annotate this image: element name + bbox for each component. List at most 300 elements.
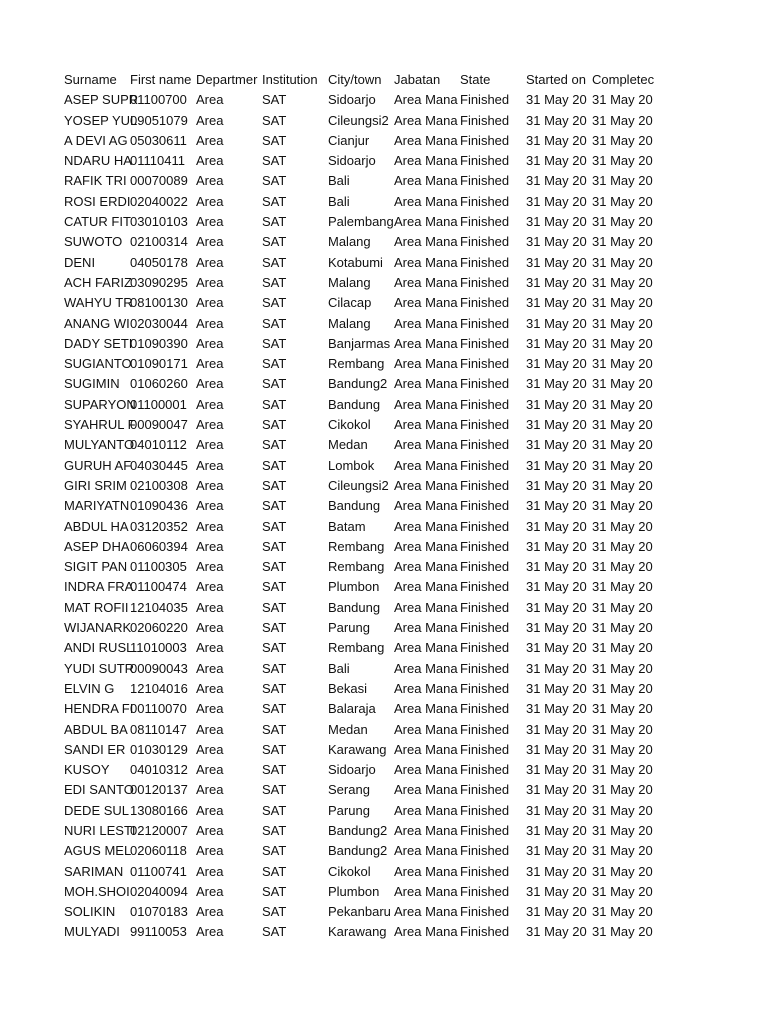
cell-institution: SAT bbox=[262, 538, 287, 554]
cell-completed: 31 May 20 bbox=[592, 579, 653, 595]
cell-department: Area bbox=[196, 660, 224, 676]
cell-first-name: 02040094 bbox=[130, 883, 188, 899]
cell-surname: MAT ROFII bbox=[64, 599, 129, 615]
cell-institution: SAT bbox=[262, 92, 287, 108]
cell-department: Area bbox=[196, 559, 224, 575]
cell-started-on: 31 May 20 bbox=[526, 376, 587, 392]
cell-jabatan: Area Mana bbox=[394, 660, 458, 676]
cell-first-name: 00110070 bbox=[130, 701, 187, 717]
cell-completed: 31 May 20 bbox=[592, 254, 653, 270]
cell-city: Karawang bbox=[328, 924, 387, 940]
cell-department: Area bbox=[196, 599, 224, 615]
cell-city: Rembang bbox=[328, 356, 385, 372]
cell-first-name: 04010312 bbox=[130, 762, 188, 778]
cell-state: Finished bbox=[460, 417, 510, 433]
cell-institution: SAT bbox=[262, 234, 287, 250]
cell-first-name: 99110053 bbox=[130, 924, 187, 940]
cell-surname: ASEP SUPR bbox=[64, 92, 139, 108]
cell-completed: 31 May 20 bbox=[592, 660, 653, 676]
cell-started-on: 31 May 20 bbox=[526, 477, 587, 493]
cell-first-name: 02030044 bbox=[130, 315, 188, 331]
cell-started-on: 31 May 20 bbox=[526, 132, 587, 148]
cell-state: Finished bbox=[460, 295, 510, 311]
cell-started-on: 31 May 20 bbox=[526, 193, 587, 209]
cell-first-name: 02060118 bbox=[130, 843, 187, 859]
cell-institution: SAT bbox=[262, 274, 287, 290]
cell-institution: SAT bbox=[262, 843, 287, 859]
cell-department: Area bbox=[196, 904, 224, 920]
cell-started-on: 31 May 20 bbox=[526, 640, 587, 656]
cell-surname: SUPARYON bbox=[64, 396, 136, 412]
cell-department: Area bbox=[196, 92, 224, 108]
cell-institution: SAT bbox=[262, 701, 287, 717]
cell-department: Area bbox=[196, 295, 224, 311]
cell-started-on: 31 May 20 bbox=[526, 112, 587, 128]
cell-institution: SAT bbox=[262, 396, 287, 412]
cell-institution: SAT bbox=[262, 660, 287, 676]
cell-first-name: 08110147 bbox=[130, 721, 187, 737]
cell-state: Finished bbox=[460, 193, 510, 209]
cell-state: Finished bbox=[460, 335, 510, 351]
cell-institution: SAT bbox=[262, 193, 287, 209]
cell-department: Area bbox=[196, 498, 224, 514]
cell-started-on: 31 May 20 bbox=[526, 579, 587, 595]
cell-completed: 31 May 20 bbox=[592, 904, 653, 920]
cell-surname: ROSI ERDI bbox=[64, 193, 131, 209]
cell-institution: SAT bbox=[262, 498, 287, 514]
cell-surname: MOH.SHOI bbox=[64, 883, 130, 899]
cell-state: Finished bbox=[460, 863, 510, 879]
cell-surname: CATUR FIT bbox=[64, 214, 131, 230]
cell-department: Area bbox=[196, 356, 224, 372]
cell-first-name: 04030445 bbox=[130, 457, 188, 473]
cell-institution: SAT bbox=[262, 112, 287, 128]
cell-state: Finished bbox=[460, 680, 510, 696]
cell-department: Area bbox=[196, 132, 224, 148]
cell-surname: WAHYU TR bbox=[64, 295, 133, 311]
cell-surname: KUSOY bbox=[64, 762, 110, 778]
cell-department: Area bbox=[196, 883, 224, 899]
cell-started-on: 31 May 20 bbox=[526, 518, 587, 534]
cell-surname: SIGIT PAN bbox=[64, 559, 128, 575]
cell-started-on: 31 May 20 bbox=[526, 356, 587, 372]
cell-first-name: 01030129 bbox=[130, 741, 188, 757]
cell-jabatan: Area Mana bbox=[394, 335, 458, 351]
cell-state: Finished bbox=[460, 315, 510, 331]
cell-state: Finished bbox=[460, 132, 510, 148]
header-surname: Surname bbox=[64, 72, 117, 87]
header-first-name: First name bbox=[130, 72, 192, 87]
cell-jabatan: Area Mana bbox=[394, 518, 458, 534]
cell-institution: SAT bbox=[262, 620, 287, 636]
cell-institution: SAT bbox=[262, 904, 287, 920]
cell-institution: SAT bbox=[262, 721, 287, 737]
cell-first-name: 02100314 bbox=[130, 234, 188, 250]
cell-state: Finished bbox=[460, 498, 510, 514]
cell-completed: 31 May 20 bbox=[592, 721, 653, 737]
cell-city: Bandung bbox=[328, 599, 381, 615]
cell-jabatan: Area Mana bbox=[394, 579, 458, 595]
cell-state: Finished bbox=[460, 173, 510, 189]
cell-state: Finished bbox=[460, 822, 510, 838]
cell-first-name: 03120352 bbox=[130, 518, 188, 534]
cell-state: Finished bbox=[460, 620, 510, 636]
cell-started-on: 31 May 20 bbox=[526, 396, 587, 412]
cell-department: Area bbox=[196, 782, 224, 798]
cell-surname: ABDUL BA bbox=[64, 721, 128, 737]
cell-institution: SAT bbox=[262, 356, 287, 372]
cell-state: Finished bbox=[460, 376, 510, 392]
cell-completed: 31 May 20 bbox=[592, 396, 653, 412]
cell-institution: SAT bbox=[262, 295, 287, 311]
cell-institution: SAT bbox=[262, 132, 287, 148]
cell-started-on: 31 May 20 bbox=[526, 802, 587, 818]
cell-surname: EDI SANTO bbox=[64, 782, 134, 798]
cell-jabatan: Area Mana bbox=[394, 741, 458, 757]
cell-started-on: 31 May 20 bbox=[526, 538, 587, 554]
cell-department: Area bbox=[196, 315, 224, 331]
cell-completed: 31 May 20 bbox=[592, 843, 653, 859]
cell-jabatan: Area Mana bbox=[394, 315, 458, 331]
cell-department: Area bbox=[196, 437, 224, 453]
cell-started-on: 31 May 20 bbox=[526, 498, 587, 514]
cell-jabatan: Area Mana bbox=[394, 295, 458, 311]
cell-started-on: 31 May 20 bbox=[526, 620, 587, 636]
cell-department: Area bbox=[196, 518, 224, 534]
cell-state: Finished bbox=[460, 559, 510, 575]
cell-first-name: 01100741 bbox=[130, 863, 187, 879]
cell-surname: SUWOTO bbox=[64, 234, 123, 250]
cell-department: Area bbox=[196, 234, 224, 250]
cell-jabatan: Area Mana bbox=[394, 92, 458, 108]
cell-first-name: 01090436 bbox=[130, 498, 188, 514]
cell-surname: ANANG WI bbox=[64, 315, 130, 331]
cell-completed: 31 May 20 bbox=[592, 315, 653, 331]
cell-city: Pekanbaru bbox=[328, 904, 391, 920]
cell-jabatan: Area Mana bbox=[394, 274, 458, 290]
cell-state: Finished bbox=[460, 904, 510, 920]
cell-department: Area bbox=[196, 620, 224, 636]
cell-institution: SAT bbox=[262, 741, 287, 757]
cell-state: Finished bbox=[460, 274, 510, 290]
cell-jabatan: Area Mana bbox=[394, 701, 458, 717]
cell-department: Area bbox=[196, 701, 224, 717]
cell-completed: 31 May 20 bbox=[592, 701, 653, 717]
cell-city: Bandung2 bbox=[328, 822, 388, 838]
cell-institution: SAT bbox=[262, 315, 287, 331]
cell-started-on: 31 May 20 bbox=[526, 315, 587, 331]
cell-jabatan: Area Mana bbox=[394, 254, 458, 270]
cell-started-on: 31 May 20 bbox=[526, 701, 587, 717]
cell-completed: 31 May 20 bbox=[592, 335, 653, 351]
cell-surname: GIRI SRIM bbox=[64, 477, 127, 493]
cell-institution: SAT bbox=[262, 640, 287, 656]
cell-city: Parung bbox=[328, 802, 370, 818]
cell-completed: 31 May 20 bbox=[592, 457, 653, 473]
cell-department: Area bbox=[196, 863, 224, 879]
cell-department: Area bbox=[196, 376, 224, 392]
cell-institution: SAT bbox=[262, 680, 287, 696]
cell-completed: 31 May 20 bbox=[592, 640, 653, 656]
cell-completed: 31 May 20 bbox=[592, 559, 653, 575]
cell-completed: 31 May 20 bbox=[592, 92, 653, 108]
cell-state: Finished bbox=[460, 396, 510, 412]
cell-completed: 31 May 20 bbox=[592, 538, 653, 554]
cell-first-name: 01100700 bbox=[130, 92, 187, 108]
cell-institution: SAT bbox=[262, 214, 287, 230]
cell-surname: ASEP DHA bbox=[64, 538, 130, 554]
cell-department: Area bbox=[196, 254, 224, 270]
cell-department: Area bbox=[196, 538, 224, 554]
cell-institution: SAT bbox=[262, 457, 287, 473]
cell-department: Area bbox=[196, 112, 224, 128]
cell-department: Area bbox=[196, 822, 224, 838]
cell-completed: 31 May 20 bbox=[592, 214, 653, 230]
cell-city: Banjarmas bbox=[328, 335, 391, 351]
cell-institution: SAT bbox=[262, 782, 287, 798]
cell-state: Finished bbox=[460, 579, 510, 595]
cell-surname: ANDI RUSL bbox=[64, 640, 134, 656]
cell-started-on: 31 May 20 bbox=[526, 559, 587, 575]
cell-state: Finished bbox=[460, 843, 510, 859]
header-jabatan: Jabatan bbox=[394, 72, 441, 87]
cell-jabatan: Area Mana bbox=[394, 843, 458, 859]
header-completed: Completec bbox=[592, 72, 655, 87]
cell-institution: SAT bbox=[262, 518, 287, 534]
cell-jabatan: Area Mana bbox=[394, 356, 458, 372]
cell-started-on: 31 May 20 bbox=[526, 599, 587, 615]
cell-city: Plumbon bbox=[328, 883, 380, 899]
cell-started-on: 31 May 20 bbox=[526, 721, 587, 737]
cell-institution: SAT bbox=[262, 437, 287, 453]
cell-department: Area bbox=[196, 843, 224, 859]
cell-first-name: 01100474 bbox=[130, 579, 187, 595]
cell-jabatan: Area Mana bbox=[394, 802, 458, 818]
cell-jabatan: Area Mana bbox=[394, 153, 458, 169]
header-started-on: Started on bbox=[526, 72, 586, 87]
cell-city: Rembang bbox=[328, 640, 385, 656]
cell-jabatan: Area Mana bbox=[394, 883, 458, 899]
cell-first-name: 12104035 bbox=[130, 599, 188, 615]
cell-first-name: 00090043 bbox=[130, 660, 188, 676]
cell-surname: YUDI SUTR bbox=[64, 660, 135, 676]
cell-first-name: 06060394 bbox=[130, 538, 188, 554]
cell-institution: SAT bbox=[262, 254, 287, 270]
cell-jabatan: Area Mana bbox=[394, 762, 458, 778]
cell-started-on: 31 May 20 bbox=[526, 274, 587, 290]
cell-city: Medan bbox=[328, 721, 368, 737]
cell-first-name: 00090047 bbox=[130, 417, 188, 433]
cell-first-name: 13080166 bbox=[130, 802, 188, 818]
cell-completed: 31 May 20 bbox=[592, 437, 653, 453]
cell-completed: 31 May 20 bbox=[592, 762, 653, 778]
cell-state: Finished bbox=[460, 640, 510, 656]
cell-first-name: 02060220 bbox=[130, 620, 188, 636]
header-institution: Institution bbox=[262, 72, 318, 87]
cell-institution: SAT bbox=[262, 863, 287, 879]
cell-institution: SAT bbox=[262, 173, 287, 189]
cell-jabatan: Area Mana bbox=[394, 822, 458, 838]
cell-city: Cileungsi2 bbox=[328, 477, 389, 493]
cell-city: Cikokol bbox=[328, 863, 371, 879]
cell-surname: NURI LESTI bbox=[64, 822, 136, 838]
cell-started-on: 31 May 20 bbox=[526, 234, 587, 250]
cell-department: Area bbox=[196, 477, 224, 493]
cell-completed: 31 May 20 bbox=[592, 234, 653, 250]
cell-city: Bandung bbox=[328, 498, 381, 514]
cell-state: Finished bbox=[460, 741, 510, 757]
header-city: City/town bbox=[328, 72, 382, 87]
cell-department: Area bbox=[196, 214, 224, 230]
cell-state: Finished bbox=[460, 802, 510, 818]
cell-institution: SAT bbox=[262, 376, 287, 392]
cell-jabatan: Area Mana bbox=[394, 376, 458, 392]
cell-completed: 31 May 20 bbox=[592, 498, 653, 514]
cell-state: Finished bbox=[460, 762, 510, 778]
cell-surname: A DEVI AG bbox=[64, 132, 128, 148]
cell-first-name: 00070089 bbox=[130, 173, 188, 189]
cell-started-on: 31 May 20 bbox=[526, 335, 587, 351]
cell-city: Palembang bbox=[328, 214, 394, 230]
cell-surname: AGUS MEL bbox=[64, 843, 132, 859]
cell-first-name: 01110411 bbox=[130, 153, 185, 169]
cell-first-name: 01090390 bbox=[130, 335, 188, 351]
cell-surname: SARIMAN bbox=[64, 863, 124, 879]
cell-department: Area bbox=[196, 762, 224, 778]
cell-department: Area bbox=[196, 802, 224, 818]
header-state: State bbox=[460, 72, 491, 87]
cell-jabatan: Area Mana bbox=[394, 477, 458, 493]
cell-first-name: 09051079 bbox=[130, 112, 188, 128]
cell-jabatan: Area Mana bbox=[394, 234, 458, 250]
cell-first-name: 02100308 bbox=[130, 477, 188, 493]
cell-city: Bandung bbox=[328, 396, 381, 412]
cell-surname: NDARU HA bbox=[64, 153, 132, 169]
cell-department: Area bbox=[196, 417, 224, 433]
cell-completed: 31 May 20 bbox=[592, 153, 653, 169]
cell-first-name: 01070183 bbox=[130, 904, 188, 920]
cell-surname: SANDI ER bbox=[64, 741, 126, 757]
cell-department: Area bbox=[196, 396, 224, 412]
cell-institution: SAT bbox=[262, 559, 287, 575]
cell-jabatan: Area Mana bbox=[394, 193, 458, 209]
cell-department: Area bbox=[196, 193, 224, 209]
cell-city: Malang bbox=[328, 274, 371, 290]
cell-state: Finished bbox=[460, 112, 510, 128]
cell-completed: 31 May 20 bbox=[592, 356, 653, 372]
cell-started-on: 31 May 20 bbox=[526, 843, 587, 859]
cell-city: Kotabumi bbox=[328, 254, 383, 270]
cell-first-name: 02040022 bbox=[130, 193, 188, 209]
cell-city: Bali bbox=[328, 173, 350, 189]
cell-surname: DADY SETI bbox=[64, 335, 133, 351]
cell-city: Cikokol bbox=[328, 417, 371, 433]
cell-first-name: 12104016 bbox=[130, 680, 188, 696]
cell-surname: SUGIANTO bbox=[64, 356, 132, 372]
cell-city: Parung bbox=[328, 620, 370, 636]
cell-city: Sidoarjo bbox=[328, 762, 376, 778]
cell-city: Bali bbox=[328, 193, 350, 209]
cell-jabatan: Area Mana bbox=[394, 924, 458, 940]
cell-city: Rembang bbox=[328, 559, 385, 575]
cell-jabatan: Area Mana bbox=[394, 417, 458, 433]
cell-city: Medan bbox=[328, 437, 368, 453]
cell-completed: 31 May 20 bbox=[592, 274, 653, 290]
cell-state: Finished bbox=[460, 924, 510, 940]
cell-surname: RAFIK TRI bbox=[64, 173, 127, 189]
cell-completed: 31 May 20 bbox=[592, 741, 653, 757]
header-department: Departmer bbox=[196, 72, 258, 87]
cell-state: Finished bbox=[460, 153, 510, 169]
cell-first-name: 00120137 bbox=[130, 782, 188, 798]
cell-started-on: 31 May 20 bbox=[526, 822, 587, 838]
cell-state: Finished bbox=[460, 214, 510, 230]
cell-city: Bandung2 bbox=[328, 376, 388, 392]
cell-department: Area bbox=[196, 153, 224, 169]
cell-started-on: 31 May 20 bbox=[526, 883, 587, 899]
cell-jabatan: Area Mana bbox=[394, 863, 458, 879]
cell-completed: 31 May 20 bbox=[592, 112, 653, 128]
cell-first-name: 01100305 bbox=[130, 559, 187, 575]
cell-jabatan: Area Mana bbox=[394, 132, 458, 148]
cell-surname: INDRA FRA bbox=[64, 579, 134, 595]
cell-completed: 31 May 20 bbox=[592, 782, 653, 798]
cell-state: Finished bbox=[460, 254, 510, 270]
cell-surname: WIJANARK bbox=[64, 620, 132, 636]
cell-started-on: 31 May 20 bbox=[526, 153, 587, 169]
cell-started-on: 31 May 20 bbox=[526, 295, 587, 311]
cell-completed: 31 May 20 bbox=[592, 924, 653, 940]
cell-department: Area bbox=[196, 640, 224, 656]
cell-started-on: 31 May 20 bbox=[526, 741, 587, 757]
cell-surname: DEDE SUL bbox=[64, 802, 130, 818]
cell-started-on: 31 May 20 bbox=[526, 680, 587, 696]
cell-completed: 31 May 20 bbox=[592, 680, 653, 696]
cell-institution: SAT bbox=[262, 417, 287, 433]
cell-state: Finished bbox=[460, 477, 510, 493]
cell-completed: 31 May 20 bbox=[592, 822, 653, 838]
cell-institution: SAT bbox=[262, 883, 287, 899]
cell-jabatan: Area Mana bbox=[394, 173, 458, 189]
cell-jabatan: Area Mana bbox=[394, 599, 458, 615]
cell-department: Area bbox=[196, 741, 224, 757]
cell-jabatan: Area Mana bbox=[394, 538, 458, 554]
cell-city: Bekasi bbox=[328, 680, 368, 696]
cell-jabatan: Area Mana bbox=[394, 437, 458, 453]
cell-started-on: 31 May 20 bbox=[526, 92, 587, 108]
cell-started-on: 31 May 20 bbox=[526, 924, 587, 940]
cell-institution: SAT bbox=[262, 822, 287, 838]
cell-first-name: 02120007 bbox=[130, 822, 188, 838]
cell-institution: SAT bbox=[262, 477, 287, 493]
cell-city: Malang bbox=[328, 315, 371, 331]
cell-jabatan: Area Mana bbox=[394, 721, 458, 737]
cell-state: Finished bbox=[460, 782, 510, 798]
cell-started-on: 31 May 20 bbox=[526, 173, 587, 189]
cell-institution: SAT bbox=[262, 924, 287, 940]
cell-surname: SOLIKIN bbox=[64, 904, 116, 920]
cell-first-name: 08100130 bbox=[130, 295, 188, 311]
cell-department: Area bbox=[196, 680, 224, 696]
cell-first-name: 11010003 bbox=[130, 640, 187, 656]
cell-department: Area bbox=[196, 173, 224, 189]
cell-jabatan: Area Mana bbox=[394, 559, 458, 575]
cell-department: Area bbox=[196, 579, 224, 595]
cell-city: Serang bbox=[328, 782, 370, 798]
cell-completed: 31 May 20 bbox=[592, 132, 653, 148]
cell-state: Finished bbox=[460, 538, 510, 554]
cell-first-name: 04010112 bbox=[130, 437, 187, 453]
